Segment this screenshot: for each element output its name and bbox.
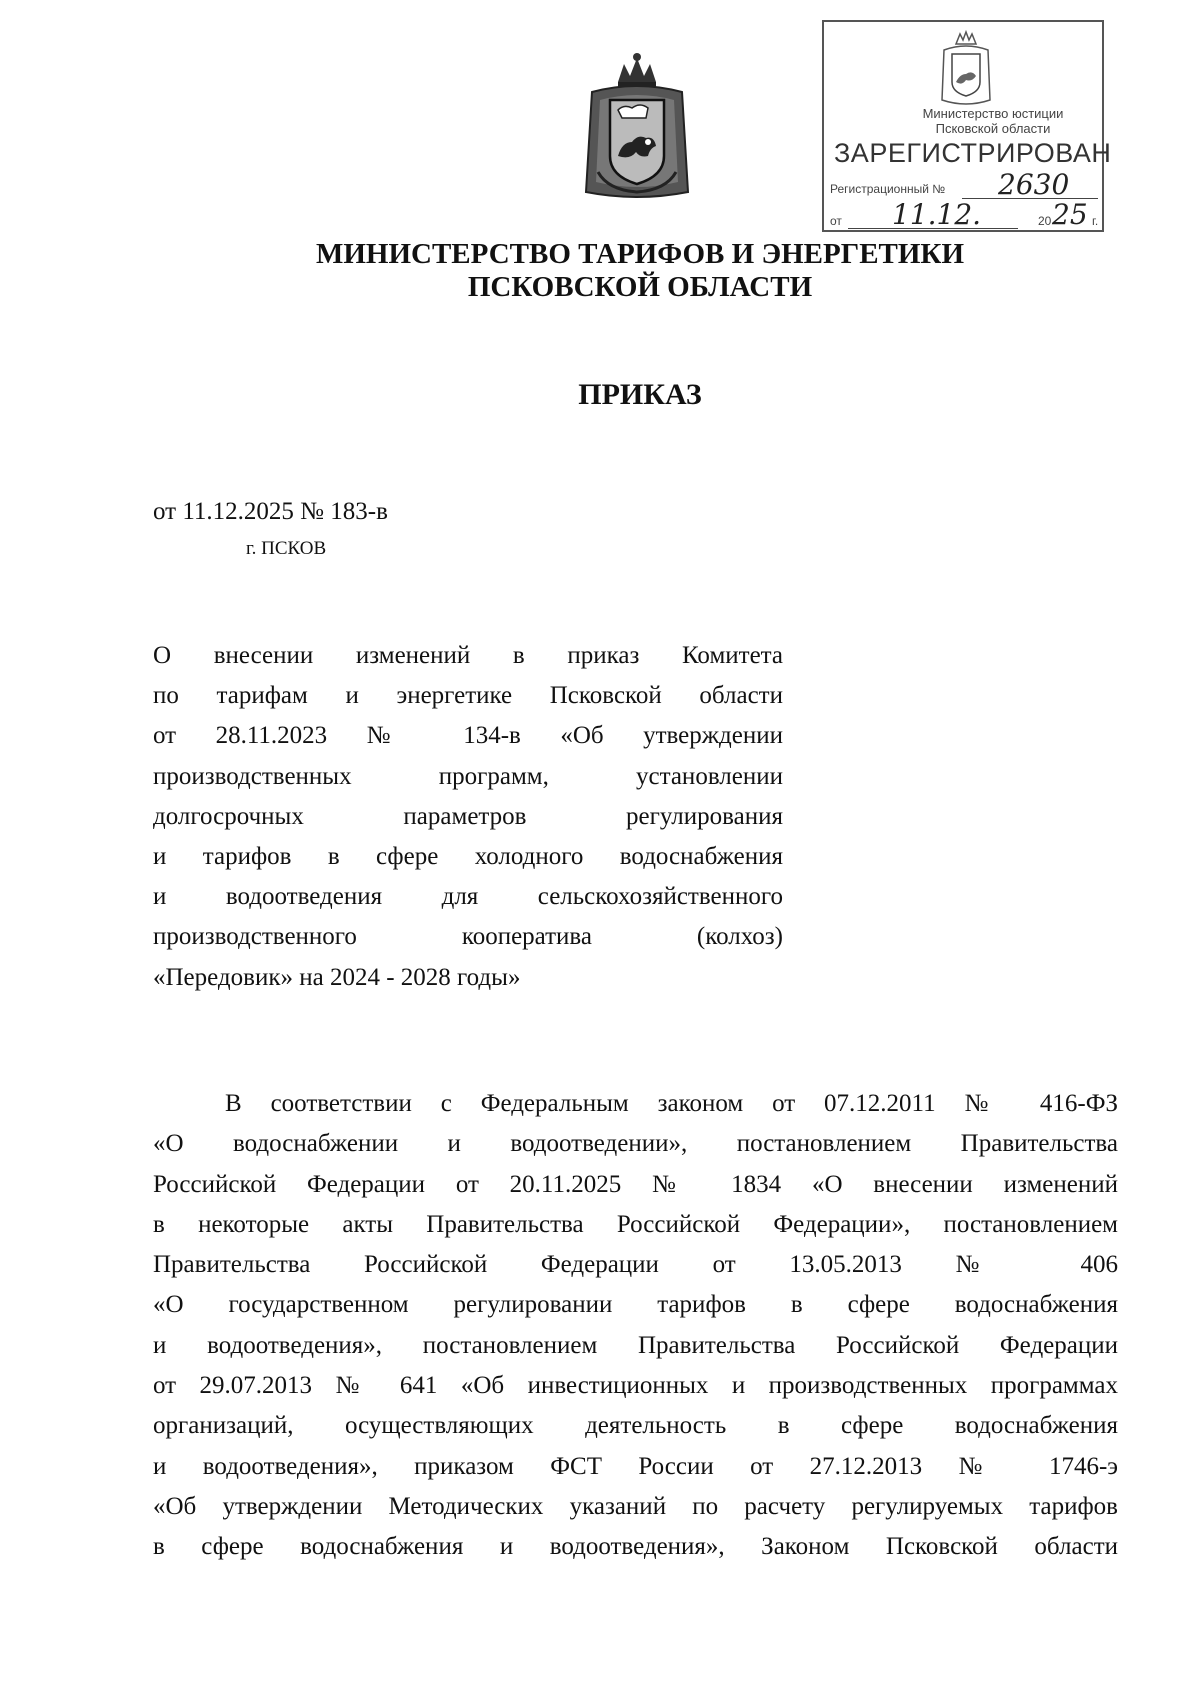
subject-line: и тарифов в сфере холодного водоснабжения bbox=[153, 843, 783, 871]
stamp-year-value: 25 bbox=[1052, 198, 1088, 231]
subject-line: О внесении изменений в приказ Комитета bbox=[153, 642, 783, 669]
document-body bbox=[153, 1084, 1118, 1568]
stamp-reg-label: Регистрационный № bbox=[830, 182, 946, 196]
stamp-status: ЗАРЕГИСТРИРОВАН bbox=[834, 138, 1112, 168]
stamp-registration-row bbox=[830, 168, 1100, 201]
body-line: в сфере водоснабжения и водоотведения», Законом Псковской области bbox=[153, 1533, 1118, 1561]
stamp-date-value: 11.12. bbox=[892, 198, 982, 231]
body-line: «Об утверждении Методических указаний по расчету регулируемых тарифов bbox=[153, 1492, 1118, 1520]
subject-line: «Передовик» на 2024 - 2028 годы» bbox=[153, 963, 521, 991]
ministry-title-line1: МИНИСТЕРСТВО ТАРИФОВ И ЭНЕРГЕТИКИ bbox=[315, 238, 965, 270]
ministry-title-line2: ПСКОВСКОЙ ОБЛАСТИ bbox=[467, 271, 813, 303]
stamp-year-suffix: г. bbox=[1092, 214, 1099, 228]
subject-line: производственного кооператива (колхоз) bbox=[153, 923, 783, 951]
subject-line: долгосрочных параметров регулирования bbox=[153, 802, 783, 830]
subject-line: по тарифам и энергетике Псковской области bbox=[153, 682, 783, 710]
document-subject bbox=[153, 636, 783, 998]
ministry-title bbox=[200, 238, 1080, 304]
document-number: от 11.12.2025 № 183-в bbox=[153, 498, 388, 525]
subject-line: производственных программ, установлении bbox=[153, 762, 783, 790]
body-line: Российской Федерации от 20.11.2025 № 1834 «О внесении изменений bbox=[153, 1170, 1118, 1198]
coat-of-arms-emblem bbox=[578, 52, 696, 204]
stamp-date-row bbox=[830, 198, 1102, 231]
body-line: и водоотведения», постановлением Правительства Российской Федерации bbox=[153, 1331, 1118, 1359]
document-city: г. ПСКОВ bbox=[246, 538, 327, 559]
body-line: от 29.07.2013 № 641 «Об инвестиционных и производственных программах bbox=[153, 1372, 1118, 1400]
stamp-year-prefix: 20 bbox=[1038, 214, 1052, 228]
subject-line: и водоотведения для сельскохозяйственного bbox=[153, 883, 783, 911]
body-line: В соответствии с Федеральным законом от 07.12.2011 № 416-ФЗ bbox=[225, 1090, 1118, 1117]
stamp-ministry-line1: Министерство юстиции bbox=[922, 106, 1064, 121]
stamp-ministry-line2: Псковской области bbox=[935, 121, 1051, 136]
stamp-reg-number: 2630 bbox=[998, 168, 1070, 201]
body-line: и водоотведения», приказом ФСТ России от 27.12.2013 № 1746-э bbox=[153, 1452, 1118, 1480]
stamp-emblem-icon bbox=[936, 30, 996, 108]
body-line: «О государственном регулировании тарифов в сфере водоснабжения bbox=[153, 1291, 1118, 1319]
body-line: в некоторые акты Правительства Российской Федерации», постановлением bbox=[153, 1210, 1118, 1238]
document-type: ПРИКАЗ bbox=[578, 378, 702, 411]
body-line: Правительства Российской Федерации от 13.05.2013 № 406 bbox=[153, 1251, 1118, 1279]
registration-stamp bbox=[822, 20, 1112, 232]
stamp-date-prefix: от bbox=[830, 214, 842, 228]
subject-line: от 28.11.2023 № 134-в «Об утверждении bbox=[153, 722, 783, 750]
body-line: «О водоснабжении и водоотведении», постановлением Правительства bbox=[153, 1130, 1118, 1158]
body-line: организаций, осуществляющих деятельность в сфере водоснабжения bbox=[153, 1412, 1118, 1440]
